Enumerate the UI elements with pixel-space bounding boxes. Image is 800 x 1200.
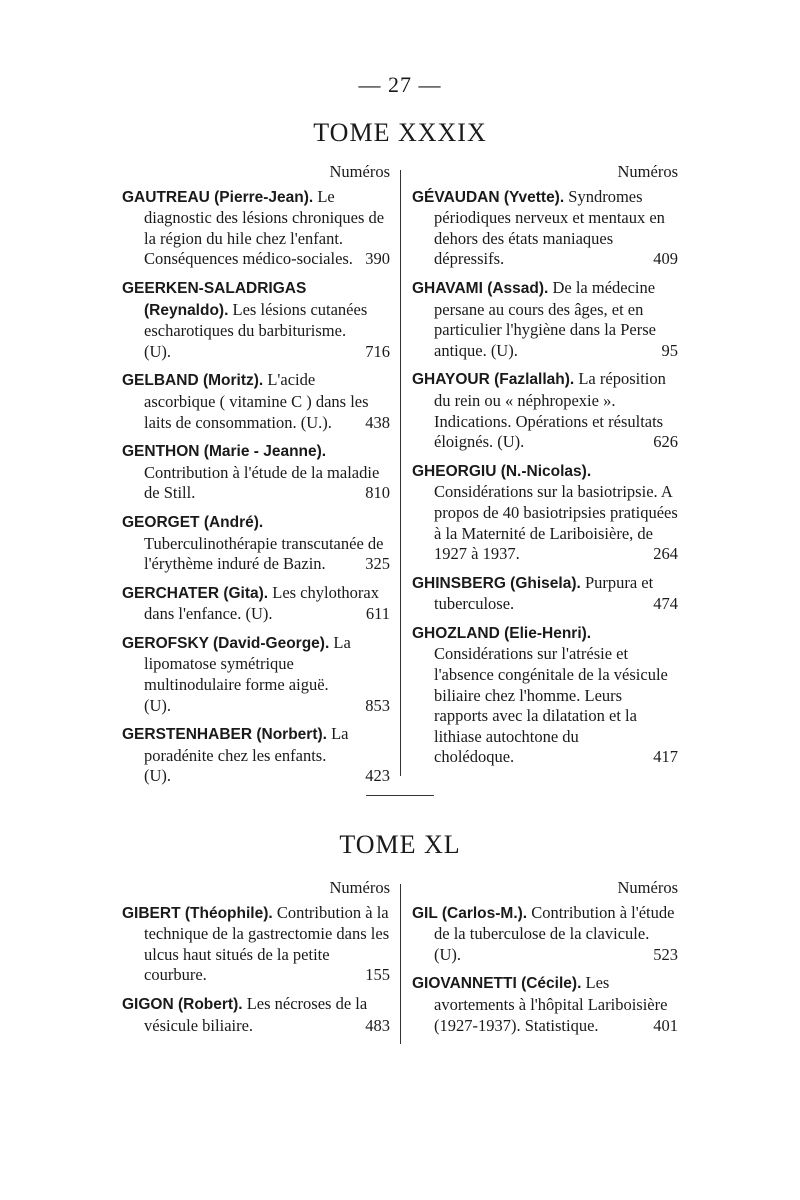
index-entry bbox=[122, 724, 390, 787]
thesis-title: Les chylothorax dans l'enfance. (U). bbox=[144, 582, 379, 624]
author-name: GEERKEN-SALADRIGAS (Reynaldo). bbox=[122, 279, 307, 319]
thesis-title: Purpura et tuberculose. bbox=[434, 572, 654, 614]
column-divider bbox=[400, 170, 401, 776]
author-name: GERCHATER (Gita). bbox=[122, 584, 269, 602]
thesis-number: 483 bbox=[365, 1015, 390, 1035]
index-entry bbox=[122, 633, 390, 716]
index-entry bbox=[122, 994, 390, 1036]
author-name: GHAYOUR (Fazlallah). bbox=[412, 371, 575, 389]
thesis-number: 523 bbox=[653, 944, 678, 964]
tome-title-xxxix: TOME XXXIX bbox=[313, 118, 487, 147]
author-name: GENTHON (Marie - Jeanne). bbox=[122, 443, 327, 461]
section-separator bbox=[366, 795, 434, 796]
thesis-title: Considérations sur la basiotripsie. A propos de 40 basiotripsies pratiquées à la Maternité de Lariboisière, de 1927 à 1937. bbox=[434, 482, 678, 564]
thesis-title: Contribution à la technique de la gastrectomie dans les ulcus haut situés de la petite courbure. bbox=[144, 902, 390, 985]
thesis-number: 409 bbox=[653, 249, 678, 269]
index-entry bbox=[412, 461, 678, 565]
thesis-number: 95 bbox=[661, 340, 678, 360]
index-entry bbox=[122, 583, 390, 625]
thesis-title: Syndromes périodiques nerveux et mentaux en dehors des états maniaques dépressifs. bbox=[434, 186, 665, 269]
numeros-header: Numéros bbox=[617, 878, 678, 897]
index-entry bbox=[122, 370, 390, 433]
thesis-title: Contribution à l'étude de la maladie de Still. bbox=[144, 462, 380, 503]
thesis-title: Considérations sur l'atrésie et l'absence congénitale de la vésicule biliaire chez l'homme. Leurs rapports avec la dilatation et la lithiase autochtone du cholédoque. bbox=[434, 644, 668, 767]
index-entry bbox=[412, 623, 678, 768]
index-entry bbox=[412, 369, 678, 452]
index-entry bbox=[122, 278, 390, 362]
column-left-xl bbox=[122, 878, 390, 1044]
thesis-number: 325 bbox=[365, 554, 390, 574]
column-left-xxxix bbox=[122, 162, 390, 795]
numeros-header: Numéros bbox=[329, 878, 390, 897]
thesis-title: La poradénite chez les enfants. (U). bbox=[144, 724, 349, 786]
index-entry bbox=[412, 573, 678, 615]
author-name: GHEORGIU (N.-Nicolas). bbox=[412, 462, 592, 480]
author-name: GEROFSKY (David-George). bbox=[122, 634, 330, 652]
thesis-number: 423 bbox=[365, 766, 390, 786]
index-entry bbox=[122, 187, 390, 270]
author-name: GÉVAUDAN (Yvette). bbox=[412, 188, 565, 206]
thesis-number: 626 bbox=[653, 432, 678, 452]
index-entry bbox=[412, 903, 678, 966]
thesis-number: 438 bbox=[365, 412, 390, 432]
thesis-number: 390 bbox=[365, 249, 390, 269]
author-name: GHOZLAND (Elie-Henri). bbox=[412, 624, 592, 642]
index-entry bbox=[122, 441, 390, 504]
author-name: GEORGET (André). bbox=[122, 513, 264, 531]
index-entry bbox=[122, 903, 390, 986]
thesis-title: La réposition du rein ou « néphropexie ». Indications. Opérations et résultats éloignés. (U). bbox=[434, 369, 666, 452]
thesis-title: L'acide ascorbique ( vitamine C ) dans les laits de consommation. (U.). bbox=[144, 370, 369, 432]
column-right-xxxix bbox=[412, 162, 678, 776]
column-right-xl bbox=[412, 878, 678, 1044]
thesis-number: 474 bbox=[653, 594, 678, 614]
thesis-number: 716 bbox=[365, 341, 390, 361]
author-name: GIOVANNETTI (Cécile). bbox=[412, 975, 582, 993]
index-entry bbox=[412, 187, 678, 270]
thesis-number: 401 bbox=[653, 1015, 678, 1035]
numeros-header: Numéros bbox=[329, 162, 390, 181]
thesis-number: 611 bbox=[365, 604, 390, 624]
thesis-title: Les lésions cutanées escharotiques du barbiturisme. (U). bbox=[144, 299, 368, 361]
author-name: GIL (Carlos-M.). bbox=[412, 904, 528, 922]
index-entry bbox=[412, 278, 678, 361]
thesis-title: Les avortements à l'hôpital Lariboisière (1927-1937). Statistique. bbox=[434, 973, 668, 1035]
thesis-number: 264 bbox=[653, 544, 678, 564]
thesis-title: Contribution à l'étude de la tuberculose de la clavicule. (U). bbox=[434, 902, 675, 964]
thesis-title: De la médecine persane au cours des âges, et en particulier l'hygiène dans la Perse antique. (U). bbox=[434, 277, 656, 360]
column-divider bbox=[400, 884, 401, 1044]
thesis-number: 417 bbox=[653, 747, 678, 767]
tome-title-xl: TOME XL bbox=[339, 830, 461, 859]
thesis-number: 810 bbox=[365, 483, 390, 503]
thesis-number: 155 bbox=[365, 965, 390, 985]
page-number: — 27 — bbox=[358, 72, 442, 97]
author-name: GERSTENHABER (Norbert). bbox=[122, 726, 327, 744]
author-name: GHAVAMI (Assad). bbox=[412, 279, 549, 297]
author-name: GIBERT (Théophile). bbox=[122, 904, 273, 922]
numeros-header: Numéros bbox=[617, 162, 678, 181]
thesis-title: La lipomatose symétrique multinodulaire forme aiguë. (U). bbox=[144, 632, 351, 715]
index-entry bbox=[412, 973, 678, 1036]
author-name: GIGON (Robert). bbox=[122, 995, 243, 1013]
author-name: GAUTREAU (Pierre-Jean). bbox=[122, 188, 314, 206]
thesis-title: Le diagnostic des lésions chroniques de la région du hile chez l'enfant. Conséquences médico-sociales. bbox=[144, 186, 385, 269]
author-name: GELBAND (Moritz). bbox=[122, 372, 264, 390]
thesis-title: Tuberculinothérapie transcutanée de l'érythème induré de Bazin. bbox=[144, 533, 384, 574]
thesis-title: Les nécroses de la vésicule biliaire. bbox=[144, 993, 368, 1035]
author-name: GHINSBERG (Ghisela). bbox=[412, 574, 581, 592]
index-entry bbox=[122, 512, 390, 575]
thesis-number: 853 bbox=[365, 695, 390, 715]
